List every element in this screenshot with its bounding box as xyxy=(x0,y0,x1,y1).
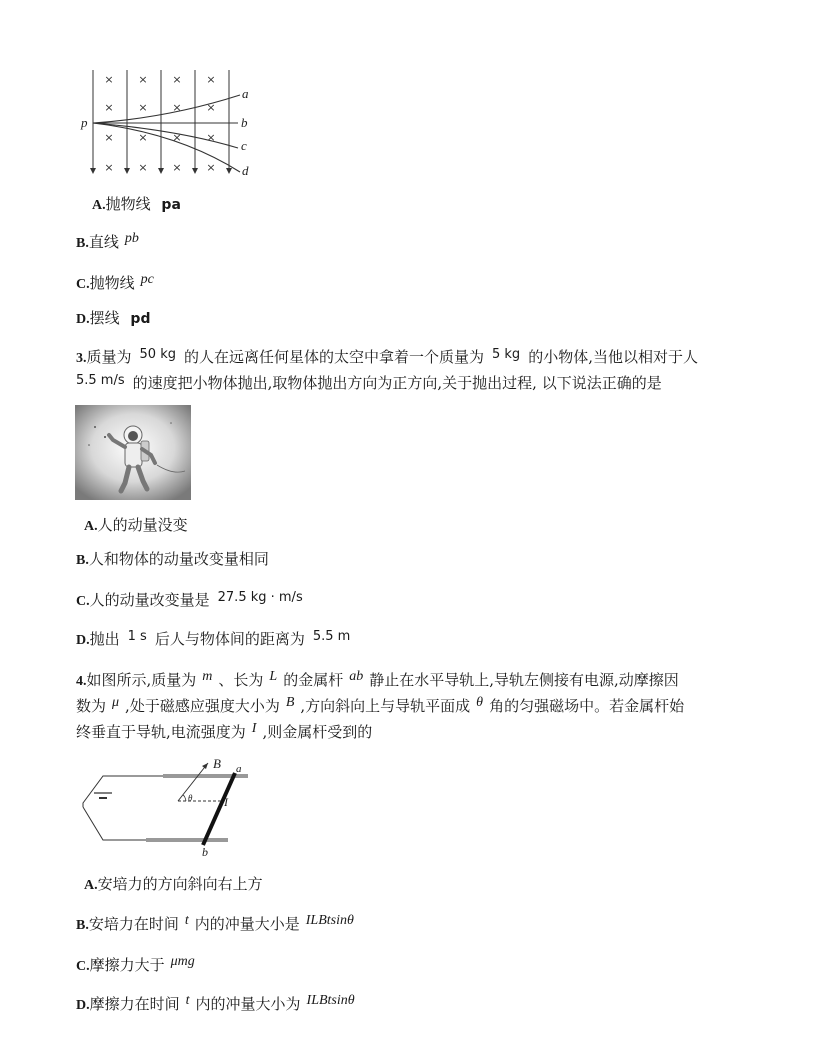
field-cross: × xyxy=(206,161,216,174)
label-a: a xyxy=(242,86,249,101)
q4-option-d[interactable]: D.摩擦力在时间 t 内的冲量大小为 ILBtsinθ xyxy=(76,993,355,1013)
q3-option-c[interactable]: C.人的动量改变量是 27.5 kg · m/s xyxy=(76,590,303,609)
label-a: a xyxy=(236,763,242,775)
trajectory-d xyxy=(93,123,240,172)
trajectory-figure xyxy=(78,68,258,180)
q4-option-c[interactable]: C.摩擦力大于 μmg xyxy=(76,954,195,974)
q2-option-d[interactable]: D.摆线 pd xyxy=(76,309,151,327)
field-cross: × xyxy=(138,101,148,114)
q2-option-b[interactable]: B.直线 pb xyxy=(76,231,139,251)
label-c: c xyxy=(241,138,247,153)
q2-option-a[interactable]: A.抛物线 pa xyxy=(92,195,181,213)
field-cross: × xyxy=(172,101,182,114)
q3-option-a[interactable]: A.人的动量没变 xyxy=(84,516,188,534)
q3-option-d[interactable]: D.抛出 1 s 后人与物体间的距离为 5.5 m xyxy=(76,629,351,648)
trajectory-c xyxy=(93,123,238,148)
astronaut-image xyxy=(75,405,191,500)
rail-circuit-figure xyxy=(78,755,258,860)
field-cross: × xyxy=(172,161,182,174)
q4-stem-line3: 终垂直于导轨,电流强度为 I ,则金属杆受到的 xyxy=(76,721,373,741)
label-B: B xyxy=(213,756,221,771)
label-d: d xyxy=(242,163,249,178)
field-cross: × xyxy=(172,73,182,86)
field-cross: × xyxy=(138,131,148,144)
q3-stem-line2: 5.5 m/s 的速度把小物体抛出,取物体抛出方向为正方向,关于抛出过程, 以下说法正确的是 xyxy=(76,373,662,392)
field-cross: × xyxy=(206,73,216,86)
q4-stem-line2: 数为 μ ,处于磁感应强度大小为 B ,方向斜向上与导轨平面成 θ 角的匀强磁场中。若金属杆始 xyxy=(76,695,685,715)
label-p: p xyxy=(81,115,88,130)
label-I: I xyxy=(224,795,228,809)
field-cross: × xyxy=(206,131,216,144)
field-cross: × xyxy=(138,161,148,174)
field-cross: × xyxy=(206,101,216,114)
field-cross: × xyxy=(104,131,114,144)
label-b: b xyxy=(241,115,248,130)
q2-option-c[interactable]: C.抛物线 pc xyxy=(76,272,154,292)
trajectory-a xyxy=(93,95,240,123)
field-cross: × xyxy=(172,131,182,144)
q3-option-b[interactable]: B.人和物体的动量改变量相同 xyxy=(76,550,269,568)
field-cross: × xyxy=(104,161,114,174)
field-cross: × xyxy=(104,101,114,114)
q3-stem-line1: 3.质量为 50 kg 的人在远离任何星体的太空中拿着一个质量为 5 kg 的小物体,当他以相对于人 xyxy=(76,347,698,366)
q4-option-a[interactable]: A.安培力的方向斜向右上方 xyxy=(84,875,263,893)
field-cross: × xyxy=(138,73,148,86)
field-cross: × xyxy=(104,73,114,86)
q4-stem-line1: 4.如图所示,质量为 m 、长为 L 的金属杆 ab 静止在水平导轨上,导轨左侧接有电源,动摩擦因 xyxy=(76,669,679,689)
q4-option-b[interactable]: B.安培力在时间 t 内的冲量大小是 ILBtsinθ xyxy=(76,913,354,933)
label-theta: θ xyxy=(188,793,193,803)
label-b: b xyxy=(202,845,208,859)
